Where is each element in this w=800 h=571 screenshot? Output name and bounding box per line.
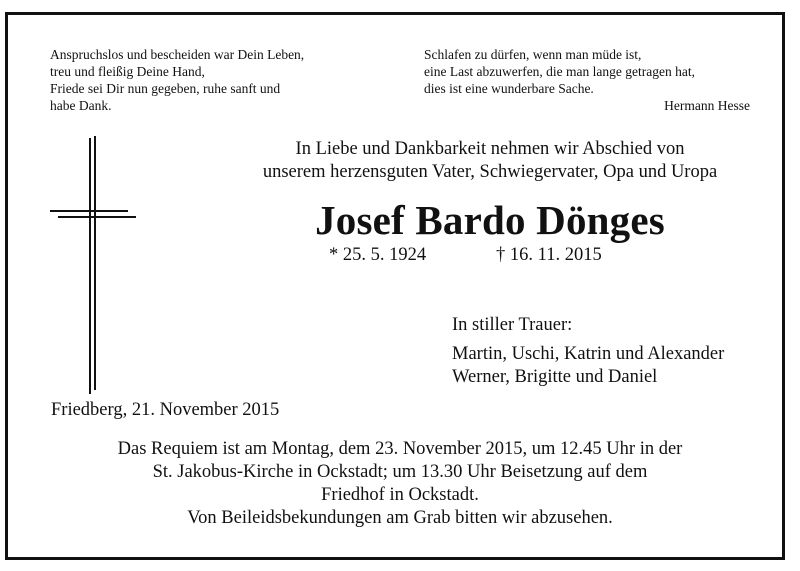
birth-date: * 25. 5. 1924 [329,245,427,265]
poem-right-line: Schlafen zu dürfen, wenn man müde ist, [424,47,642,62]
poem-author: Hermann Hesse [664,98,750,113]
service-info [30,438,770,530]
place-date: Friedberg, 21. November 2015 [51,400,280,420]
intro-line: unserem herzensguten Vater, Schwiegervater, Opa und Uropa [262,162,718,182]
mourner-names: Martin, Uschi, Katrin und Alexander [452,344,725,364]
poem-right-line: dies ist eine wunderbare Sache. [424,81,594,96]
poem-left-line: Friede sei Dir nun gegeben, ruhe sanft und [50,81,281,96]
poem-left [50,46,304,114]
mourning-heading: In stiller Trauer: [452,315,573,335]
service-line: Friedhof in Ockstadt. [321,485,479,505]
death-date: † 16. 11. 2015 [496,245,602,265]
condolence-note: Von Beileidsbekundungen am Grab bitten wir abzusehen. [187,508,613,528]
poem-right-line: eine Last abzuwerfen, die man lange getragen hat, [424,64,695,79]
poem-right [424,46,750,114]
mourners-block [452,314,724,389]
mourner-names: Werner, Brigitte und Daniel [452,367,658,387]
deceased-name: Josef Bardo Dönges [315,197,665,243]
intro-line: In Liebe und Dankbarkeit nehmen wir Abschied von [295,139,685,159]
intro-text [200,138,780,184]
service-line: Das Requiem ist am Montag, dem 23. November 2015, um 12.45 Uhr in der [117,439,683,459]
poem-left-line: Anspruchslos und bescheiden war Dein Leben, [50,47,305,62]
service-line: St. Jakobus-Kirche in Ockstadt; um 13.30 Uhr Beisetzung auf dem [152,462,648,482]
poem-left-line: treu und fleißig Deine Hand, [50,64,205,79]
poem-left-line: habe Dank. [50,98,112,113]
